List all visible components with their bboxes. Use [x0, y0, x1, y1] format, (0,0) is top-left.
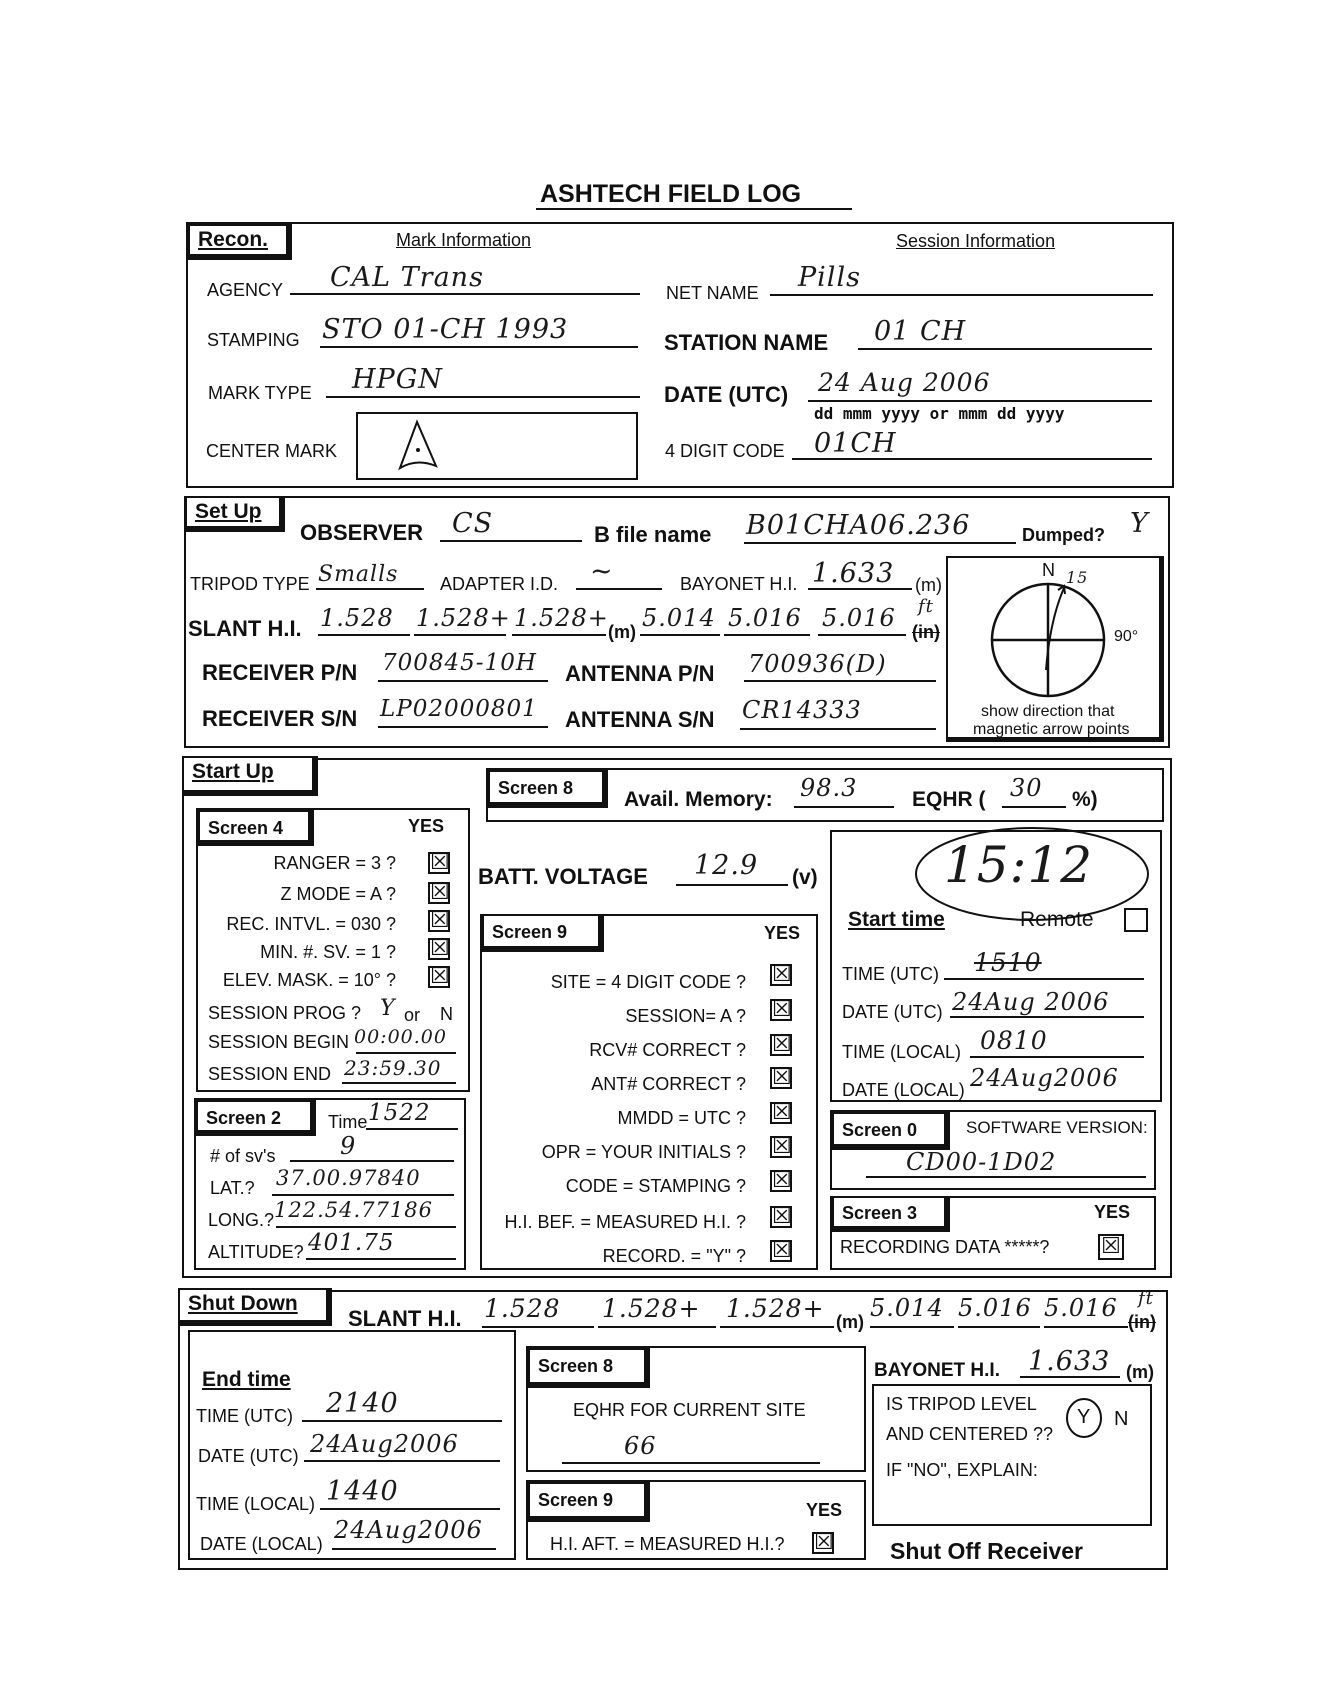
eqhr-value[interactable]: 30	[1010, 774, 1043, 802]
shutdown-slant-ft-3[interactable]: 5.016	[1044, 1294, 1118, 1322]
start-date-local-label: DATE (LOCAL)	[842, 1080, 965, 1100]
stamping-value[interactable]: STO 01-CH 1993	[322, 314, 569, 345]
setup-tab: Set Up	[185, 496, 285, 532]
screen9-tab: Screen 9	[482, 914, 604, 952]
slant-unit-in: (in)	[912, 622, 940, 642]
screen9-check-5[interactable]: ☒	[772, 1100, 792, 1125]
end-time-utc-value[interactable]: 2140	[326, 1388, 399, 1419]
long-line	[276, 1226, 456, 1228]
end-time-local-value[interactable]: 1440	[326, 1476, 399, 1507]
lat-line	[272, 1194, 454, 1196]
agency-value[interactable]: CAL Trans	[330, 262, 484, 293]
observer-line	[440, 540, 582, 542]
shutdown-slant-line-4	[870, 1326, 954, 1328]
screen4-item-1: RANGER = 3 ?	[273, 853, 396, 873]
slant-hi-label: SLANT H.I.	[188, 616, 302, 641]
slant-m-2[interactable]: 1.528+	[416, 604, 511, 632]
shutdown-bayonet-value[interactable]: 1.633	[1028, 1346, 1111, 1377]
screen4-item-4: MIN. #. SV. = 1 ?	[260, 942, 396, 962]
screen9-check-6[interactable]: ☒	[772, 1134, 792, 1159]
start-time-label: Start time	[848, 908, 945, 931]
shutdown-slant-unit-m: (m)	[836, 1312, 864, 1332]
shutdown-screen9-yes: YES	[806, 1500, 843, 1520]
station-name-value[interactable]: 01 CH	[874, 316, 967, 347]
screen2-time-label: Time	[328, 1112, 368, 1132]
avail-memory-line	[794, 806, 894, 808]
screen9-check-8[interactable]: ☒	[772, 1204, 792, 1229]
end-date-utc-value[interactable]: 24Aug2006	[310, 1430, 459, 1458]
start-time-local-line	[970, 1056, 1144, 1058]
adapter-line	[576, 588, 662, 590]
antenna-pn-value[interactable]: 700936(D)	[748, 650, 887, 678]
receiver-sn-line	[378, 726, 548, 728]
shutdown-slant-line-6	[1044, 1326, 1128, 1328]
slant-unit-m: (m)	[608, 622, 636, 642]
software-version-label: SOFTWARE VERSION:	[966, 1118, 1148, 1137]
agency-label: AGENCY	[207, 280, 284, 300]
center-mark-label: CENTER MARK	[206, 441, 338, 461]
startup-tab: Start Up	[182, 756, 318, 796]
shutdown-screen8-tab: Screen 8	[528, 1348, 650, 1388]
mark-info-heading: Mark Information	[396, 230, 532, 250]
agency-line	[290, 293, 640, 295]
tripod-level-no[interactable]: N	[1114, 1408, 1129, 1430]
screen9-check-7[interactable]: ☒	[772, 1168, 792, 1193]
screen9-check-1[interactable]: ☒	[772, 962, 792, 987]
end-time-local-line	[320, 1508, 500, 1510]
center-mark-sketch	[392, 418, 442, 474]
mark-type-value[interactable]: HPGN	[352, 364, 443, 395]
bfile-line	[744, 542, 1016, 544]
bfile-value[interactable]: B01CHA06.236	[746, 510, 971, 541]
digit-code-value[interactable]: 01CH	[814, 428, 897, 459]
receiver-sn-label: RECEIVER S/N	[202, 706, 358, 731]
session-begin-line	[356, 1052, 456, 1054]
eqhr-current-site-label: EQHR FOR CURRENT SITE	[573, 1400, 806, 1420]
batt-voltage-line	[676, 884, 788, 886]
recon-tab: Recon.	[188, 224, 292, 260]
antenna-sn-line	[740, 728, 936, 730]
station-name-line	[858, 348, 1152, 350]
screen9-item-6: OPR = YOUR INITIALS ?	[541, 1142, 746, 1162]
screen9-item-2: SESSION= A ?	[625, 1006, 746, 1026]
start-time-utc-value[interactable]: 1510	[974, 948, 1042, 977]
screen9-item-8: H.I. BEF. = MEASURED H.I. ?	[504, 1212, 746, 1232]
slant-line-3	[512, 634, 606, 636]
stamping-line	[320, 346, 638, 348]
tripod-level-q2: AND CENTERED ??	[886, 1424, 1054, 1444]
slant-line-1	[318, 634, 410, 636]
dumped-value[interactable]: Y	[1130, 508, 1149, 539]
shutdown-slant-line-5	[958, 1326, 1040, 1328]
end-time-label: End time	[202, 1368, 291, 1391]
mark-type-label: MARK TYPE	[208, 383, 312, 403]
screen9-item-5: MMDD = UTC ?	[617, 1108, 746, 1128]
slant-line-6	[818, 634, 906, 636]
start-date-utc-line	[950, 1016, 1144, 1018]
screen4-check-4[interactable]: ☒	[430, 936, 450, 961]
batt-voltage-label: BATT. VOLTAGE	[478, 864, 648, 889]
shutdown-slant-m-1[interactable]: 1.528	[484, 1294, 561, 1323]
start-date-local-value[interactable]: 24Aug2006	[970, 1064, 1119, 1092]
eqhr-current-site-value[interactable]: 66	[624, 1432, 657, 1460]
session-begin-label: SESSION BEGIN	[208, 1032, 350, 1052]
screen2-time-value[interactable]: 1522	[368, 1100, 431, 1126]
slant-line-2	[414, 634, 506, 636]
tripod-level-yes[interactable]: Y	[1077, 1406, 1091, 1428]
end-date-local-value[interactable]: 24Aug2006	[334, 1516, 483, 1544]
form-title: ASHTECH FIELD LOG	[540, 180, 802, 208]
screen4-check-5[interactable]: ☒	[430, 964, 450, 989]
screen9-item-9: RECORD. = "Y" ?	[602, 1246, 746, 1266]
screen4-item-3: REC. INTVL. = 030 ?	[226, 914, 396, 934]
slant-unit-ft: ft	[918, 596, 934, 617]
sv-label: # of sv's	[210, 1146, 276, 1166]
eqhr-percent: %)	[1072, 788, 1098, 811]
start-time-local-value[interactable]: 0810	[980, 1026, 1048, 1055]
start-time-utc-label: TIME (UTC)	[842, 964, 939, 984]
session-prog-no[interactable]: N	[440, 1004, 453, 1024]
screen9-check-9[interactable]: ☒	[772, 1238, 792, 1263]
start-date-utc-value[interactable]: 24Aug 2006	[952, 988, 1110, 1016]
tripod-level-q1: IS TRIPOD LEVEL	[886, 1394, 1037, 1414]
receiver-sn-value[interactable]: LP02000801	[380, 696, 538, 722]
shutdown-slant-label: SLANT H.I.	[348, 1306, 462, 1331]
tripod-label: TRIPOD TYPE	[190, 574, 310, 594]
shutdown-slant-ft-2[interactable]: 5.016	[958, 1294, 1032, 1322]
mark-type-line	[326, 396, 640, 398]
screen9-check-3[interactable]: ☒	[772, 1032, 792, 1057]
software-version-value[interactable]: CD00-1D02	[906, 1148, 1057, 1176]
slant-ft-2[interactable]: 5.016	[728, 604, 802, 632]
eqhr-line	[1002, 806, 1066, 808]
station-name-label: STATION NAME	[664, 330, 829, 355]
avail-memory-label: Avail. Memory:	[624, 788, 773, 811]
end-time-utc-label: TIME (UTC)	[196, 1406, 293, 1426]
date-label: DATE (UTC)	[664, 382, 789, 407]
screen4-check-1[interactable]: ☒	[430, 850, 450, 875]
screen9-check-2[interactable]: ☒	[772, 997, 792, 1022]
end-time-local-label: TIME (LOCAL)	[196, 1494, 316, 1514]
compass-degree: 15	[1066, 568, 1089, 587]
net-name-value[interactable]: Pills	[798, 262, 861, 293]
net-name-label: NET NAME	[666, 283, 759, 303]
screen0-tab: Screen 0	[832, 1112, 950, 1150]
observer-label: OBSERVER	[300, 520, 424, 545]
bfile-label: B file name	[594, 522, 712, 547]
screen4-tab: Screen 4	[198, 810, 314, 846]
title-underline	[536, 208, 852, 210]
slant-line-4	[640, 634, 720, 636]
session-begin-value[interactable]: 00:00.00	[354, 1026, 447, 1048]
slant-m-1[interactable]: 1.528	[320, 604, 394, 632]
tripod-line	[316, 588, 424, 590]
receiver-pn-label: RECEIVER P/N	[202, 660, 358, 685]
slant-ft-1[interactable]: 5.014	[642, 604, 716, 632]
compass-east: 90°	[1114, 628, 1139, 645]
circled-start-time[interactable]: 15:12	[944, 836, 1094, 894]
adapter-label: ADAPTER I.D.	[440, 574, 559, 594]
digit-code-label: 4 DIGIT CODE	[665, 441, 785, 461]
session-prog-label: SESSION PROG ?	[208, 1003, 362, 1023]
compass-north: N	[1042, 560, 1055, 580]
compass-rose	[988, 580, 1108, 700]
avail-memory-value[interactable]: 98.3	[800, 774, 858, 802]
end-date-utc-label: DATE (UTC)	[198, 1446, 299, 1466]
slant-m-3[interactable]: 1.528+	[514, 604, 609, 632]
long-value[interactable]: 122.54.77186	[274, 1198, 433, 1222]
screen4-check-3[interactable]: ☒	[430, 908, 450, 933]
dumped-label: Dumped?	[1022, 525, 1105, 545]
explain-label: IF "NO", EXPLAIN:	[886, 1460, 1038, 1480]
session-end-line	[342, 1082, 456, 1084]
bayonet-label: BAYONET H.I.	[680, 574, 798, 594]
end-date-utc-line	[304, 1460, 500, 1462]
long-label: LONG.?	[208, 1210, 275, 1230]
batt-voltage-unit: (v)	[792, 866, 818, 889]
receiver-pn-line	[378, 680, 548, 682]
lat-label: LAT.?	[210, 1178, 255, 1198]
bayonet-unit: (m)	[915, 575, 942, 595]
receiver-pn-value[interactable]: 700845-10H	[382, 650, 537, 676]
session-prog-yes[interactable]: Y	[380, 996, 396, 1021]
screen4-item-5: ELEV. MASK. = 10° ?	[222, 970, 396, 990]
compass-note-2: magnetic arrow points	[973, 721, 1130, 738]
date-format-hint: dd mmm yyyy or mmm dd yyyy	[814, 404, 1065, 423]
tripod-value[interactable]: Smalls	[318, 562, 399, 587]
shutdown-slant-ft-1[interactable]: 5.014	[870, 1294, 944, 1322]
screen3-yes: YES	[1094, 1202, 1131, 1222]
screen9-item-4: ANT# CORRECT ?	[591, 1074, 746, 1094]
lat-value[interactable]: 37.00.97840	[276, 1166, 421, 1190]
stamping-label: STAMPING	[207, 330, 300, 350]
session-end-label: SESSION END	[208, 1064, 332, 1084]
software-version-line	[866, 1176, 1146, 1178]
sv-value[interactable]: 9	[340, 1132, 357, 1160]
hi-aft-label: H.I. AFT. = MEASURED H.I.?	[550, 1534, 785, 1554]
shutdown-slant-m-2[interactable]: 1.528+	[602, 1294, 701, 1323]
batt-voltage-value[interactable]: 12.9	[694, 850, 759, 881]
screen2-tab: Screen 2	[196, 1100, 316, 1136]
screen9-check-4[interactable]: ☒	[772, 1065, 792, 1090]
shutdown-tab: Shut Down	[178, 1288, 332, 1326]
recording-data-label: RECORDING DATA *****?	[840, 1237, 1050, 1257]
bayonet-value[interactable]: 1.633	[812, 558, 895, 589]
observer-value[interactable]: CS	[452, 508, 494, 539]
antenna-sn-label: ANTENNA S/N	[565, 707, 715, 732]
end-time-utc-line	[302, 1420, 502, 1422]
screen9-item-3: RCV# CORRECT ?	[589, 1040, 746, 1060]
screen4-yes: YES	[408, 816, 445, 836]
shutdown-slant-line-1	[482, 1326, 594, 1328]
date-line	[808, 400, 1152, 402]
screen9-item-7: CODE = STAMPING ?	[565, 1176, 746, 1196]
end-date-local-line	[332, 1548, 496, 1550]
remote-checkbox[interactable]	[1124, 908, 1148, 932]
shutdown-screen9-tab: Screen 9	[528, 1482, 650, 1522]
end-date-local-label: DATE (LOCAL)	[200, 1534, 323, 1554]
screen4-check-2[interactable]: ☒	[430, 880, 450, 905]
remote-label: Remote	[1020, 908, 1094, 931]
start-time-local-label: TIME (LOCAL)	[842, 1042, 962, 1062]
shutdown-slant-unit-in: (in)	[1128, 1312, 1156, 1332]
session-prog-or: or	[404, 1005, 421, 1025]
adapter-value[interactable]: ~	[590, 556, 614, 587]
eqhr-label: EQHR (	[912, 788, 986, 811]
screen9-yes: YES	[764, 923, 801, 943]
screen2-time-line	[366, 1128, 458, 1130]
eqhr-current-site-line	[562, 1462, 820, 1464]
antenna-sn-value[interactable]: CR14333	[742, 696, 862, 724]
shut-off-receiver: Shut Off Receiver	[890, 1538, 1083, 1564]
date-value[interactable]: 24 Aug 2006	[818, 368, 991, 397]
screen3-tab: Screen 3	[832, 1196, 950, 1232]
screen8-memory-tab: Screen 8	[488, 770, 608, 808]
recording-data-check[interactable]: ☒	[1098, 1234, 1124, 1260]
hi-aft-check[interactable]: ☒	[814, 1530, 834, 1555]
compass-note-1: show direction that	[981, 703, 1115, 720]
shutdown-bayonet-unit: (m)	[1126, 1362, 1154, 1382]
net-name-line	[770, 294, 1153, 296]
altitude-label: ALTITUDE?	[208, 1242, 304, 1262]
altitude-value[interactable]: 401.75	[308, 1230, 395, 1256]
antenna-pn-line	[744, 680, 936, 682]
sv-line	[290, 1160, 454, 1162]
shutdown-slant-m-3[interactable]: 1.528+	[726, 1294, 825, 1323]
session-info-heading: Session Information	[896, 231, 1056, 251]
slant-line-5	[724, 634, 810, 636]
start-time-utc-line	[944, 978, 1144, 980]
shutdown-slant-line-3	[720, 1326, 834, 1328]
shutdown-bayonet-label: BAYONET H.I.	[874, 1360, 1000, 1381]
antenna-pn-label: ANTENNA P/N	[565, 661, 715, 686]
session-end-value[interactable]: 23:59.30	[344, 1056, 442, 1080]
screen4-item-2: Z MODE = A ?	[280, 884, 396, 904]
screen9-item-1: SITE = 4 DIGIT CODE ?	[550, 972, 746, 992]
shutdown-slant-unit-ft: ft	[1138, 1288, 1154, 1309]
shutdown-slant-line-2	[598, 1326, 716, 1328]
slant-ft-3[interactable]: 5.016	[822, 604, 896, 632]
altitude-line	[306, 1258, 456, 1260]
start-date-utc-label: DATE (UTC)	[842, 1002, 943, 1022]
